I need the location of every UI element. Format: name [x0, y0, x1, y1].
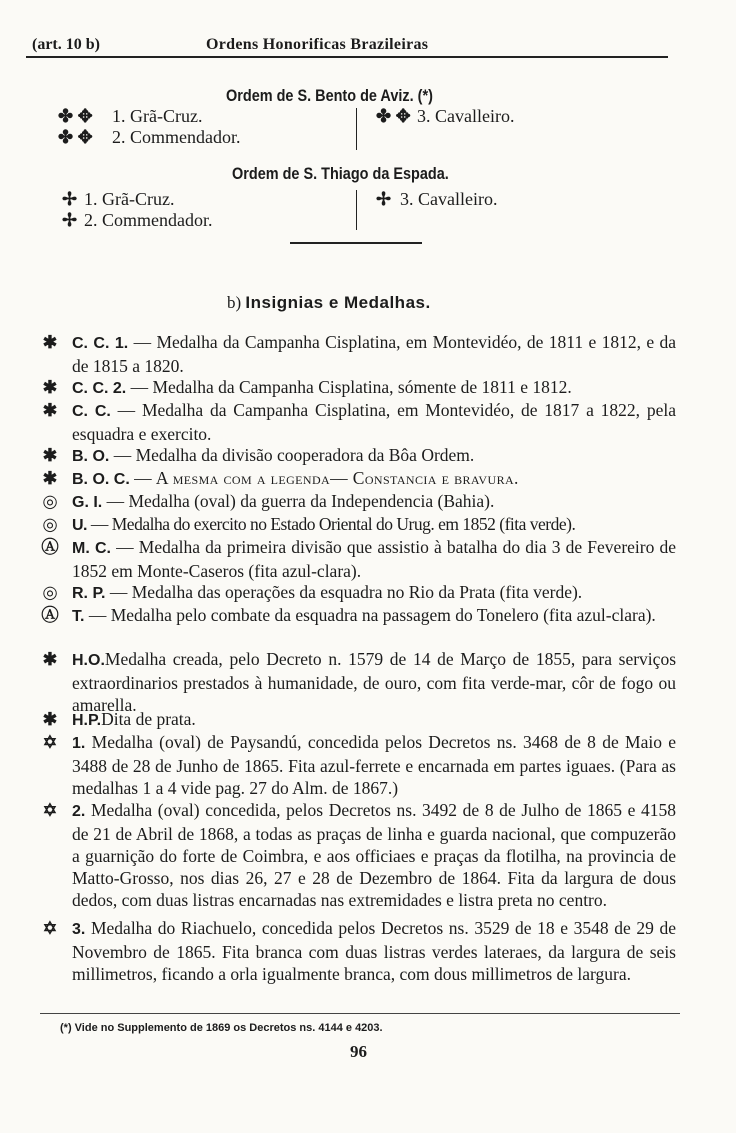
medal-description: — Medalha da Campanha Cisplatina, em Montevidéo, de 1811 e 1812, e da de 1815 a 1820. [72, 332, 677, 376]
medal-icon: Ⓐ [41, 537, 59, 557]
medal-description: — Medalha da Campanha Cisplatina, em Montevidéo, de 1817 a 1822, pela esquadra e exercito. [72, 400, 676, 444]
medal-icon: ◎ [42, 491, 58, 511]
medal-icon: ✡ [42, 800, 58, 820]
medal-code: U. [72, 517, 87, 534]
medal-code: 3. [72, 921, 86, 938]
medal-code: T. [72, 608, 85, 625]
medal-entry [40, 513, 676, 537]
medal-entry [40, 604, 676, 628]
medal-code: 1. [72, 735, 86, 752]
order-espada-item-3: 3. Cavalleiro. [400, 189, 498, 209]
medal-entry [40, 731, 676, 799]
footnote-rule [40, 1013, 680, 1014]
medal-icon: ✱ [42, 377, 58, 397]
header-article-ref: (art. 10 b) [32, 36, 100, 53]
medal-code: G. I. [72, 494, 103, 511]
cross-icon: ✤ ✥ [376, 106, 411, 126]
medal-icon: ✡ [42, 732, 58, 752]
cross-icon: ✢ [62, 210, 78, 230]
medal-entry [40, 648, 676, 716]
order-aviz-item-3: 3. Cavalleiro. [417, 106, 515, 126]
medal-description: Medalha (oval) de Paysandú, concedida pelos Decretos ns. 3468 de 8 de Maio e 3488 de 28 de Junho de 1865. Fita azul-ferrete e encarnada em partes iguaes. (Para as medalhas 1 a 4 vide pag. 27 do Alm. de 1867.) [72, 732, 677, 798]
medal-code: M. C. [72, 540, 111, 557]
medal-icon: ✡ [42, 918, 58, 938]
cross-icon: ✢ [62, 189, 78, 209]
footnote: (*) Vide no Supplemento de 1869 os Decretos ns. 4144 e 4203. [60, 1022, 383, 1034]
order-espada-item-1: 1. Grã-Cruz. [84, 189, 175, 209]
order-espada-item-2: 2. Commendador. [84, 210, 213, 230]
medal-description: Medalha (oval) concedida, pelos Decretos ns. 3492 de 8 de Julho de 1865 e 4158 de 21 de Abril de 1868, a todas as praças de linha e guarda nacional, que compuzerão a guarnição do forte de Coimbra, e aos officiaes e praças da flotilha, na provincia de Matto-Grosso, nos dias 26, 27 e 28 de Dezembro de 1864. Fita da largura de dous dedos, com duas listras encarnadas nas extremidades e listra preta no centro. [72, 800, 677, 910]
header-title: Ordens Honorificas Brazileiras [206, 36, 429, 53]
medal-icon: Ⓐ [41, 605, 59, 625]
medal-code: B. O. [72, 448, 110, 465]
medal-entry [40, 799, 676, 911]
medal-code: C. C. [72, 403, 111, 420]
medal-description: — Medalha do exercito no Estado Oriental do Urug. em 1852 (fita verde). [90, 514, 576, 534]
medal-entry [40, 581, 676, 605]
column-divider [356, 108, 357, 150]
cross-icon: ✢ [376, 189, 392, 209]
medal-icon: ✱ [42, 649, 58, 669]
section-title: Insignias e Medalhas. [245, 293, 431, 312]
medal-description: Dita de prata. [101, 709, 196, 729]
medal-entry [40, 399, 676, 445]
medal-description: — Medalha da divisão cooperadora da Bôa Ordem. [113, 445, 475, 465]
order-aviz-title: Ordem de S. Bento de Aviz. (*) [226, 86, 433, 105]
medal-icon: ✱ [42, 709, 58, 729]
medal-description: — Medalha da Campanha Cisplatina, sómente de 1811 e 1812. [130, 377, 572, 397]
section-heading [227, 293, 431, 313]
medal-code: H.O. [72, 652, 105, 669]
cross-icon: ✤ ✥ [58, 106, 93, 126]
medal-entry [40, 376, 676, 400]
medal-entry [40, 467, 676, 491]
header-rule [26, 56, 668, 58]
medal-code: C. C. 1. [72, 335, 129, 352]
medal-icon: ◎ [42, 582, 58, 602]
medal-entry [40, 331, 676, 377]
medal-icon: ✱ [42, 332, 58, 352]
medal-description: Medalha creada, pelo Decreto n. 1579 de 14 de Março de 1855, para serviços extraordinarios prestados à humanidade, de ouro, com fita verde-mar, côr de fogo ou amarella. [72, 649, 676, 715]
medal-entry [40, 536, 676, 582]
medal-description: — Medalha (oval) da guerra da Independencia (Bahia). [106, 491, 495, 511]
medal-icon: ✱ [42, 468, 58, 488]
medal-entry [40, 708, 676, 732]
medal-icon: ✱ [42, 445, 58, 465]
medal-description: — Medalha das operações da esquadra no Rio da Prata (fita verde). [109, 582, 583, 602]
cross-icon: ✤ ✥ [58, 127, 93, 147]
medal-entry [40, 444, 676, 468]
column-divider [356, 190, 357, 230]
medal-description: — A mesma com a legenda— Constancia e bravura. [134, 468, 519, 488]
medal-description: — Medalha pelo combate da esquadra na passagem do Tonelero (fita azul-clara). [88, 605, 656, 625]
section-prefix: b) [227, 293, 242, 312]
medal-code: B. O. C. [72, 471, 130, 488]
medal-description: — Medalha da primeira divisão que assistio à batalha do dia 3 de Fevereiro de 1852 em Monte-Caseros (fita azul-clara). [72, 537, 677, 581]
page-number: 96 [350, 1042, 367, 1061]
medal-entry [40, 490, 676, 514]
order-aviz-item-2: 2. Commendador. [112, 127, 241, 147]
order-espada-title: Ordem de S. Thiago da Espada. [232, 164, 449, 183]
medal-code: H.P. [72, 712, 102, 729]
section-rule [290, 242, 422, 244]
order-aviz-item-1: 1. Grã-Cruz. [112, 106, 203, 126]
medal-entry [40, 917, 676, 985]
medal-code: 2. [72, 803, 86, 820]
medal-description: Medalha do Riachuelo, concedida pelos Decretos ns. 3529 de 18 e 3548 de 29 de Novembro de 1865. Fita branca com duas listras verdes lateraes, da largura de seis millimetros, ficando a orla igualmente branca, com dous millimetros de largura. [72, 918, 676, 984]
medal-code: C. C. 2. [72, 380, 127, 397]
medal-icon: ◎ [42, 514, 58, 534]
medal-code: R. P. [72, 585, 106, 602]
medal-icon: ✱ [42, 400, 58, 420]
